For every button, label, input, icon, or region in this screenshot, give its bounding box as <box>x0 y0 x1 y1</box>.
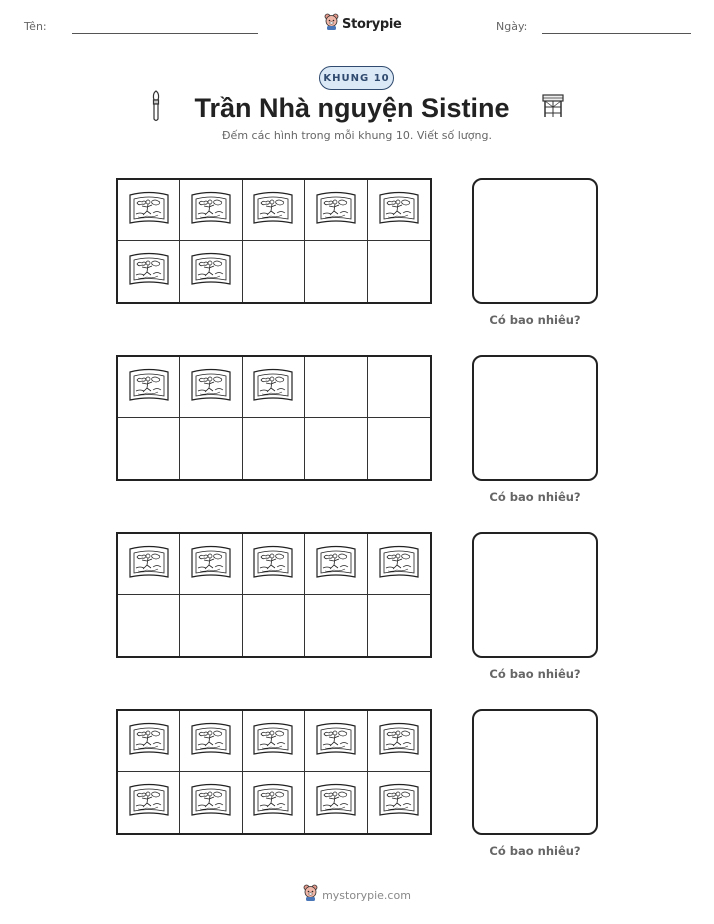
ten-frame-cell <box>243 180 305 241</box>
name-line[interactable] <box>72 33 258 34</box>
fresco-icon <box>377 720 421 763</box>
answer-box[interactable] <box>472 709 598 835</box>
fresco-icon <box>127 189 171 232</box>
ten-frame-cell <box>368 595 430 656</box>
ten-frame-cell <box>305 357 367 418</box>
fresco-icon <box>127 781 171 824</box>
ten-frame-cell <box>305 595 367 656</box>
ten-frame-cell <box>118 241 180 302</box>
ten-frame <box>116 532 432 658</box>
ten-frame-cell <box>243 241 305 302</box>
ten-frame-cell <box>368 418 430 479</box>
ten-frame-cell <box>180 241 242 302</box>
question-label: Có bao nhiêu? <box>489 667 581 681</box>
fresco-icon <box>127 543 171 586</box>
ten-frame-cell <box>243 595 305 656</box>
ten-frame-cell <box>305 241 367 302</box>
ten-frame-cell <box>118 180 180 241</box>
ten-frame-cell <box>368 534 430 595</box>
page-title: Trần Nhà nguyện Sistine <box>194 92 510 123</box>
date-label: Ngày: <box>496 20 528 33</box>
ten-frame-cell <box>180 357 242 418</box>
fresco-icon <box>251 720 295 763</box>
ten-frame-cell <box>305 534 367 595</box>
ten-frame-cell <box>368 357 430 418</box>
ten-frame-cell <box>305 418 367 479</box>
question-label: Có bao nhiêu? <box>489 490 581 504</box>
ten-frame-cell <box>243 711 305 772</box>
bear-logo-icon <box>303 884 318 906</box>
name-label: Tên: <box>24 20 47 33</box>
fresco-icon <box>189 189 233 232</box>
footer-url: mystorypie.com <box>322 888 411 902</box>
fresco-icon <box>377 543 421 586</box>
fresco-icon <box>314 781 358 824</box>
ten-frame-cell <box>180 418 242 479</box>
bear-logo-icon <box>324 13 339 35</box>
brand-name: Storypie <box>342 16 402 32</box>
ten-frame-cell <box>118 418 180 479</box>
fresco-icon <box>251 189 295 232</box>
ten-frame-cell <box>118 711 180 772</box>
fresco-icon <box>127 250 171 293</box>
ten-frame-cell <box>180 772 242 833</box>
ten-frame-cell <box>243 772 305 833</box>
fresco-icon <box>377 189 421 232</box>
ten-frame-cell <box>368 772 430 833</box>
question-label: Có bao nhiêu? <box>489 844 581 858</box>
fresco-icon <box>251 543 295 586</box>
ten-frame-cell <box>180 711 242 772</box>
fresco-icon <box>189 250 233 293</box>
answer-box[interactable] <box>472 178 598 304</box>
ten-frame-cell <box>305 180 367 241</box>
ten-frame-cell <box>243 534 305 595</box>
ten-frame <box>116 709 432 835</box>
fresco-icon <box>189 543 233 586</box>
question-label: Có bao nhiêu? <box>489 313 581 327</box>
answer-box[interactable] <box>472 532 598 658</box>
fresco-icon <box>314 189 358 232</box>
instructions: Đếm các hình trong mỗi khung 10. Viết số lượng. <box>222 129 492 142</box>
fresco-icon <box>189 720 233 763</box>
fresco-icon <box>189 366 233 409</box>
paintbrush-icon <box>148 89 164 128</box>
ten-frame <box>116 355 432 481</box>
ten-frame-cell <box>180 180 242 241</box>
ten-frame-cell <box>118 595 180 656</box>
fresco-icon <box>251 366 295 409</box>
fresco-icon <box>251 781 295 824</box>
fresco-icon <box>314 720 358 763</box>
ten-frame-cell <box>368 180 430 241</box>
ten-frame-cell <box>305 711 367 772</box>
title-row <box>0 88 714 128</box>
answer-box[interactable] <box>472 355 598 481</box>
worksheet-badge: KHUNG 10 <box>319 66 394 90</box>
fresco-icon <box>189 781 233 824</box>
scaffold-icon <box>540 93 566 124</box>
brand-logo <box>324 13 402 35</box>
fresco-icon <box>127 720 171 763</box>
ten-frame-cell <box>368 711 430 772</box>
fresco-icon <box>314 543 358 586</box>
footer <box>0 884 714 906</box>
ten-frame-cell <box>118 534 180 595</box>
ten-frame-cell <box>118 772 180 833</box>
date-line[interactable] <box>542 33 691 34</box>
ten-frame-cell <box>243 418 305 479</box>
ten-frame-cell <box>180 534 242 595</box>
ten-frame-cell <box>243 357 305 418</box>
ten-frame-cell <box>118 357 180 418</box>
ten-frame-cell <box>305 772 367 833</box>
ten-frame-cell <box>368 241 430 302</box>
fresco-icon <box>377 781 421 824</box>
fresco-icon <box>127 366 171 409</box>
ten-frame <box>116 178 432 304</box>
ten-frame-cell <box>180 595 242 656</box>
